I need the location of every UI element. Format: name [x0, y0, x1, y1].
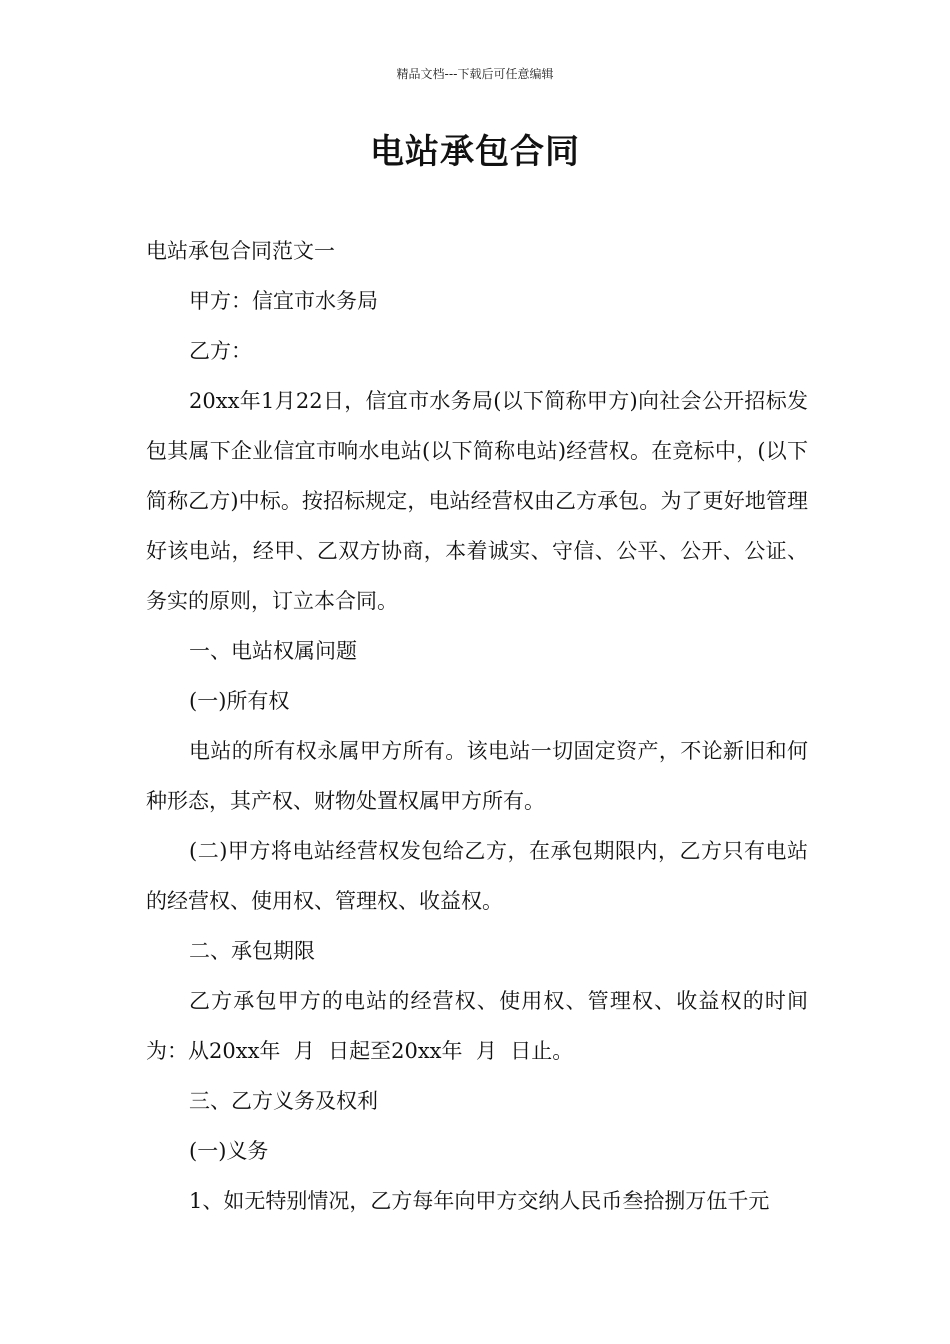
paragraph-party-a: 甲方：信宜市水务局: [189, 289, 378, 313]
subsection-heading-ownership-right: (一)所有权: [189, 689, 290, 713]
subsection-heading-obligations: (一)义务: [189, 1139, 269, 1163]
header-note: 精品文档---下载后可任意编辑: [396, 67, 554, 81]
paragraph-obligation-1: 1、如无特别情况，乙方每年向甲方交纳人民币叁拾捌万伍千元: [189, 1189, 770, 1213]
section-heading-obligations: 三、乙方义务及权利: [189, 1089, 378, 1113]
paragraph-party-b: 乙方：: [189, 339, 252, 363]
section-heading-ownership: 一、电站权属问题: [189, 639, 357, 663]
paragraph-intro: 20xx年1月22日，信宜市水务局(以下简称甲方)向社会公开招标发包其属下企业信宜市响水电站(以下简称电站)经营权。在竞标中，(以下简称乙方)中标。按招标规定，电站经营权由乙方承包。为了更好地管理好该电站，经甲、乙双方协商，本着诚实、守信、公平、公开、公证、务实的原则，订立本合同。: [146, 389, 808, 613]
paragraph-operation-right: (二)甲方将电站经营权发包给乙方，在承包期限内，乙方只有电站的经营权、使用权、管理权、收益权。: [146, 839, 808, 913]
paragraph-subtitle: 电站承包合同范文一: [146, 239, 335, 263]
paragraph-ownership: 电站的所有权永属甲方所有。该电站一切固定资产，不论新旧和何种形态，其产权、财物处置权属甲方所有。: [146, 739, 808, 813]
document-body: [146, 226, 808, 1226]
paragraph-term: 乙方承包甲方的电站的经营权、使用权、管理权、收益权的时间为：从20xx年 月 日起至20xx年 月 日止。: [146, 989, 808, 1063]
section-heading-term: 二、承包期限: [189, 939, 315, 963]
document-title: 电站承包合同: [370, 132, 580, 172]
